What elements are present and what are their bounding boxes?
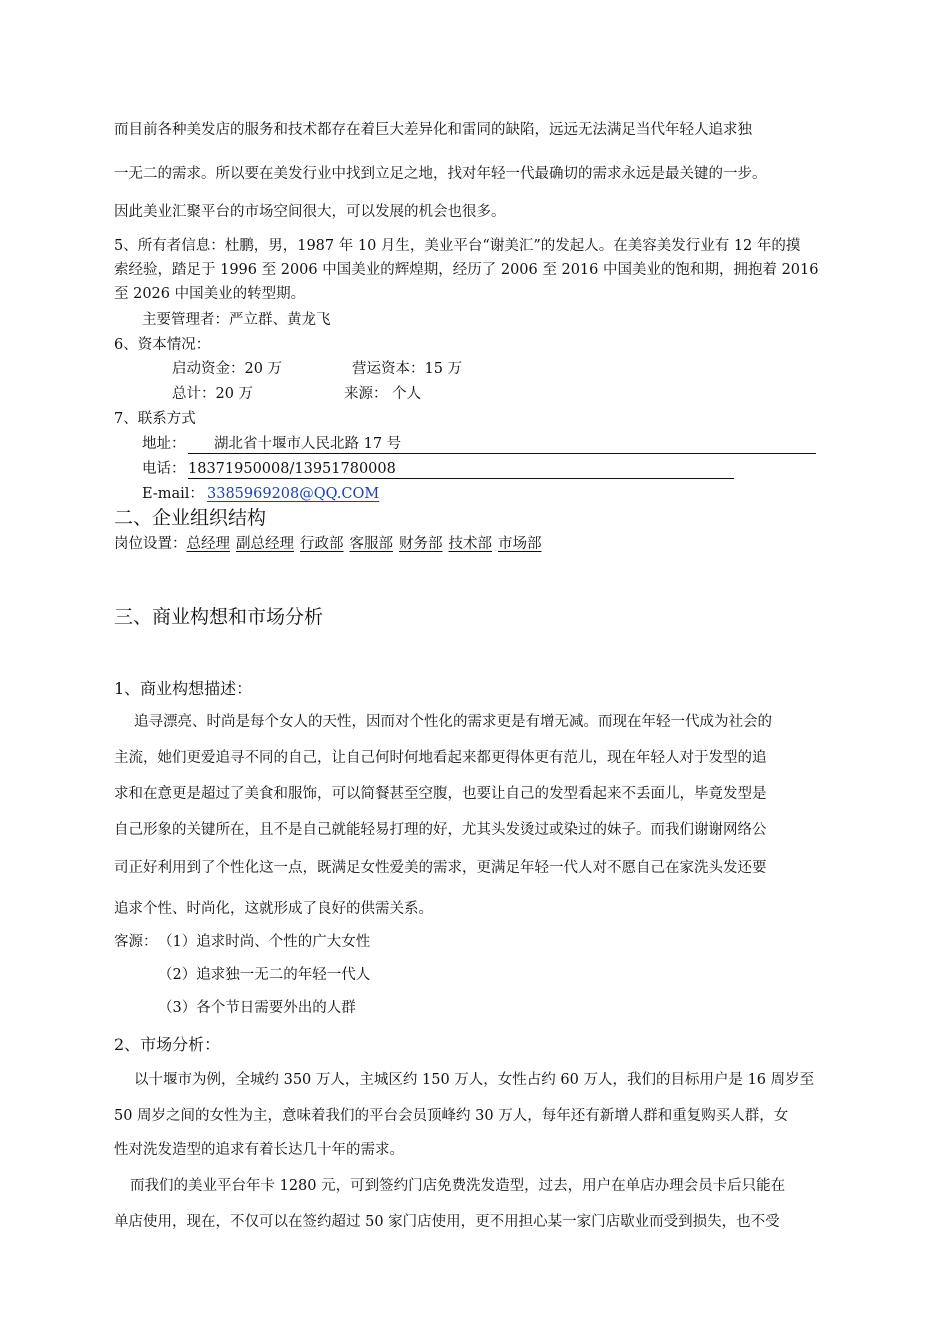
- position-item: 技术部: [448, 536, 492, 552]
- position-item: 行政部: [300, 536, 344, 552]
- owner-line-1: 5、所有者信息：杜鹏，男，1987 年 10 月生，美业平台“谢美汇”的发起人。在美容美发行业有 12 年的摸: [114, 238, 801, 254]
- intro-line-1: 而目前各种美发店的服务和技术都存在着巨大差异化和雷同的缺陷，远远无法满足当代年轻人追求独: [114, 122, 752, 138]
- para2-line: 以十堰市为例，全城约 350 万人，主城区约 150 万人，女性占约 60 万人，我们的目标用户是 16 周岁至: [134, 1072, 815, 1088]
- position-item: 客服部: [349, 536, 393, 552]
- para1-line: 追寻漂亮、时尚是每个女人的天性，因而对个性化的需求更是有增无减。而现在年轻一代成为社会的: [134, 714, 772, 730]
- contact-heading: 7、联系方式: [114, 411, 196, 427]
- email-label: E-mail：: [142, 486, 204, 502]
- para1-line: 追求个性、时尚化，这就形成了良好的供需关系。: [114, 901, 433, 917]
- para2-line: 50 周岁之间的女性为主，意味着我们的平台会员顶峰约 30 万人，每年还有新增人群和重复购买人群，女: [114, 1108, 789, 1124]
- intro-line-2: 一无二的需求。所以要在美发行业中找到立足之地，找对年轻一代最确切的需求永远是最关键的一步。: [114, 166, 767, 182]
- subsection-2-title: 2、市场分析：: [114, 1035, 221, 1054]
- position-item: 财务部: [399, 536, 443, 552]
- position-item: 市场部: [498, 536, 542, 552]
- phone-value: 18371950008/13951780008: [188, 461, 396, 477]
- capital-heading: 6、资本情况：: [114, 337, 211, 353]
- position-item: 副总经理: [236, 536, 294, 552]
- address-underline: [188, 453, 816, 454]
- customer-item: （2）追求独一无二的年轻一代人: [158, 967, 371, 983]
- para3-line: 单店使用，现在，不仅可以在签约超过 50 家门店使用，更不用担心某一家门店歇业而受到损失，也不受: [114, 1214, 780, 1230]
- email-link[interactable]: 3385969208@QQ.COM: [207, 486, 380, 502]
- positions-label: 岗位设置：: [114, 536, 187, 552]
- capital-startup: 启动资金：20 万: [172, 361, 283, 377]
- phone-underline: [188, 478, 734, 479]
- owner-line-2: 索经验，踏足于 1996 至 2006 中国美业的辉煌期，经历了 2006 至 2016 中国美业的饱和期，拥抱着 2016: [114, 262, 819, 278]
- para1-line: 求和在意更是超过了美食和服饰，可以简餐甚至空腹，也要让自己的发型看起来不丢面儿，毕竟发型是: [114, 786, 767, 802]
- subsection-1-title: 1、商业构想描述：: [114, 679, 253, 698]
- customer-item: （1）追求时尚、个性的广大女性: [158, 934, 371, 950]
- owner-line-3: 至 2026 中国美业的转型期。: [114, 286, 306, 302]
- phone-label: 电话：: [142, 461, 186, 477]
- customer-item: （3）各个节日需要外出的人群: [158, 1000, 356, 1016]
- para1-line: 主流，她们更爱追寻不同的自己，让自己何时何地看起来都更得体更有范儿，现在年轻人对于发型的追: [114, 750, 767, 766]
- para1-line: 司正好利用到了个性化这一点，既满足女性爱美的需求，更满足年轻一代人对不愿自己在家洗头发还要: [114, 860, 767, 876]
- section-2-title: 二、企业组织结构: [114, 507, 267, 529]
- address-label: 地址：: [142, 436, 186, 452]
- para2-line: 性对洗发造型的追求有着长达几十年的需求。: [114, 1142, 404, 1158]
- intro-line-3: 因此美业汇聚平台的市场空间很大，可以发展的机会也很多。: [114, 204, 506, 220]
- customers-label: 客源：: [114, 934, 158, 950]
- capital-source: 来源： 个人: [344, 386, 422, 402]
- para3-line: 而我们的美业平台年卡 1280 元，可到签约门店免费洗发造型，过去，用户在单店办理会员卡后只能在: [130, 1178, 786, 1194]
- positions-row: [114, 534, 548, 554]
- managers: 主要管理者：严立群、黄龙飞: [142, 312, 331, 328]
- section-3-title: 三、商业构想和市场分析: [114, 606, 324, 628]
- capital-operating: 营运资本：15 万: [352, 361, 463, 377]
- position-item: 总经理: [186, 536, 230, 552]
- address-value: 湖北省十堰市人民北路 17 号: [214, 436, 402, 452]
- capital-total: 总计：20 万: [172, 386, 254, 402]
- para1-line: 自己形象的关键所在，且不是自己就能轻易打理的好，尤其头发烫过或染过的妹子。而我们谢谢网络公: [114, 822, 767, 838]
